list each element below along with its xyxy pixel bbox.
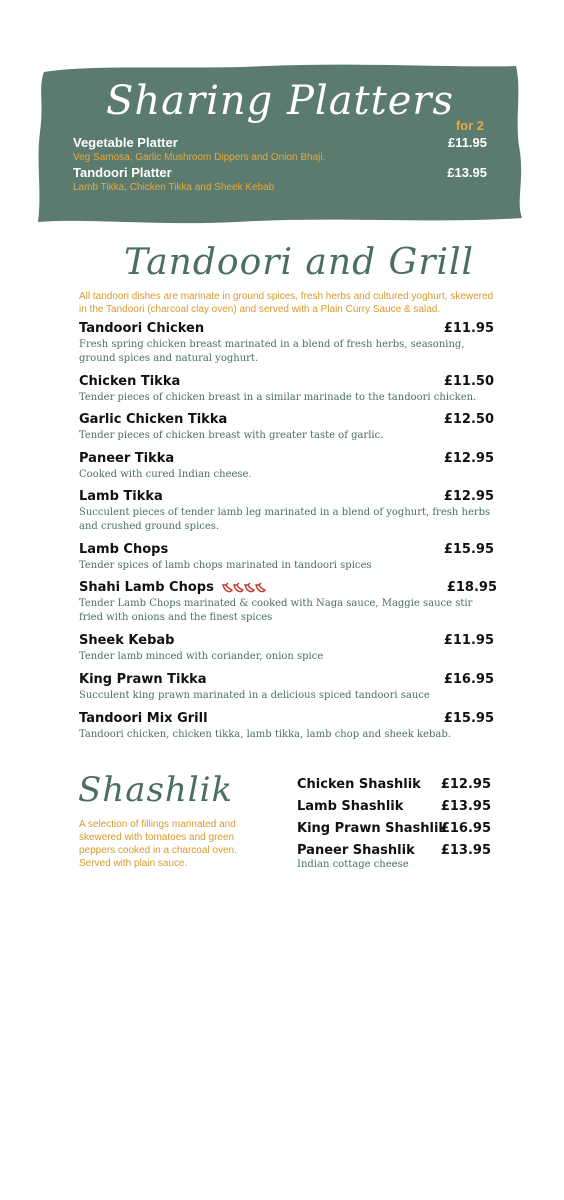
menu-item [79,451,494,482]
item-name: Tandoori Mix Grill [79,711,208,726]
item-price: £13.95 [440,843,491,858]
item-name-row [79,580,497,595]
for-two-tag: for 2 [455,118,484,133]
item-price: £13.95 [440,799,491,814]
item-name: King Prawn Tikka [79,672,207,687]
item-name: Lamb Tikka [79,489,163,504]
item-price: £12.95 [443,451,494,466]
shashlik-section-title: Shashlik [78,770,234,810]
platter-desc: Veg Samosa, Garlic Mushroom Dippers and Onion Bhaji. [73,152,326,163]
platter-price: £13.95 [447,165,487,180]
platter-item [73,135,487,163]
item-desc: Succulent pieces of tender lamb leg marinated in a blend of yoghurt, fresh herbs and crushed ground spices. [79,507,491,532]
item-price: £12.50 [443,412,494,427]
platter-name: Vegetable Platter [73,135,178,150]
item-price: £12.95 [440,777,491,792]
item-desc: Tender Lamb Chops marinated & cooked with Naga sauce, Maggie sauce stir fried with onions and the finest spices [79,598,473,623]
item-price: £16.95 [443,672,494,687]
menu-item [79,374,494,405]
platter-desc: Lamb Tikka, Chicken Tikka and Sheek Kebab [73,182,275,193]
item-desc: Cooked with cured Indian cheese. [79,469,252,480]
chili-icon [222,582,266,594]
item-desc: Fresh spring chicken breast marinated in a blend of fresh herbs, seasoning, ground spices and natural yoghurt. [79,339,465,364]
item-price: £18.95 [446,580,497,595]
shashlik-item [297,799,491,814]
menu-item [79,711,494,742]
menu-item [79,489,494,534]
sharing-platters-title: Sharing Platters [105,78,455,124]
shashlik-item [297,821,491,836]
menu-item [79,321,494,366]
item-price: £15.95 [443,711,494,726]
shashlik-intro: A selection of fillings marinated and skewered with tomatoes and green peppers cooked in a charcoal oven. Served with plain sauce. [79,819,237,869]
menu-item [79,412,494,443]
shashlik-item [297,777,491,792]
item-name: Sheek Kebab [79,633,175,648]
item-desc: Succulent king prawn marinated in a delicious spiced tandoori sauce [79,690,430,701]
item-name: Shahi Lamb Chops [79,580,214,595]
item-desc: Tender pieces of chicken breast in a similar marinade to the tandoori chicken. [79,392,477,403]
item-name: Lamb Shashlik [297,799,404,814]
item-name: Chicken Tikka [79,374,181,389]
item-price: £11.95 [443,633,494,648]
menu-item [79,580,497,625]
menu-item [79,672,494,703]
item-desc: Tender lamb minced with coriander, onion spice [79,651,324,662]
platter-name: Tandoori Platter [73,165,172,180]
item-name: Garlic Chicken Tikka [79,412,228,427]
item-name: Lamb Chops [79,542,169,557]
item-price: £15.95 [443,542,494,557]
item-price: £16.95 [440,821,491,836]
item-price: £11.50 [443,374,494,389]
shashlik-item [297,843,491,870]
tandoori-intro: All tandoori dishes are marinate in ground spices, fresh herbs and cultured yoghurt, skewered in the Tandoori (charcoal clay oven) and served with a Plain Curry Sauce & salad. [79,291,494,315]
menu-item [79,633,494,664]
item-desc: Tender spices of lamb chops marinated in tandoori spices [79,560,372,571]
menu-item [79,542,494,573]
tandoori-section-title: Tandoori and Grill [124,242,475,283]
item-desc: Indian cottage cheese [297,859,409,870]
item-name: King Prawn Shashlik [297,821,448,836]
platter-item [73,165,487,193]
platter-price: £11.95 [447,135,487,150]
item-price: £12.95 [443,489,494,504]
sharing-platters-banner [36,62,524,224]
item-price: £11.95 [443,321,494,336]
item-name: Paneer Shashlik [297,843,415,858]
item-name: Chicken Shashlik [297,777,421,792]
item-desc: Tandoori chicken, chicken tikka, lamb tikka, lamb chop and sheek kebab. [79,729,451,740]
item-name: Paneer Tikka [79,451,175,466]
item-name: Tandoori Chicken [79,321,205,336]
item-desc: Tender pieces of chicken breast with greater taste of garlic. [79,430,384,441]
